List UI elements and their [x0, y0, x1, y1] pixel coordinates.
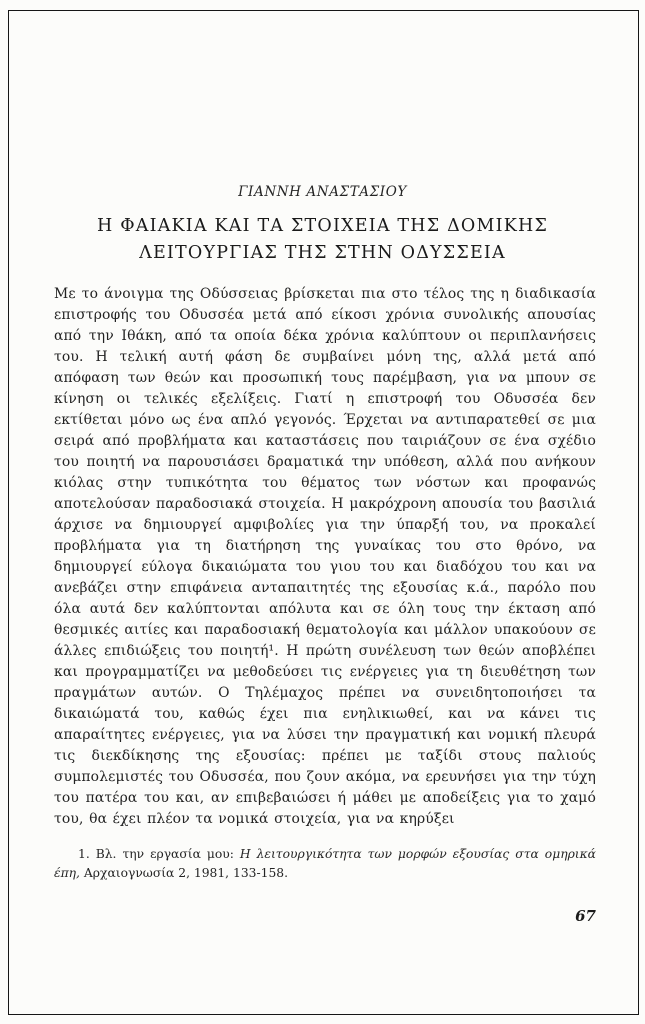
footnote-prefix: 1. Βλ. την εργασία μου:	[78, 847, 240, 861]
footnote	[54, 845, 596, 883]
article-title	[36, 213, 609, 267]
page-number: 67	[575, 907, 596, 925]
author-line: ΓΙΑΝΝΗ ΑΝΑΣΤΑΣΙΟΥ	[238, 184, 407, 200]
footnote-work-title: Η λειτουργικότητα των μορφών εξουσίας στα ομηρικά έπη,	[54, 847, 596, 880]
footnote-reference: Αρχαιογνωσία 2, 1981, 133-158.	[79, 866, 289, 880]
article-title-line2: ΛΕΙΤΟΥΡΓΙΑΣ ΤΗΣ ΣΤΗΝ ΟΔΥΣΣΕΙΑ	[139, 243, 506, 263]
body-paragraph: Με το άνοιγμα της Οδύσσειας βρίσκεται πια στο τέλος της η διαδικασία επιστροφής του Οδυσσέα μετά από είκοσι χρόνια συνολικής απουσίας από την Ιθάκη, από τα οποία δέκα χρόνια καλύπτουν οι περιπλανήσεις του. Η τελική αυτή φάση δε συμβαίνει μόνη της, αλλά μετά από απόφαση των θεών και προσωπική τους παρέμβαση, για να μπουν σε κίνηση οι τελικές εξελίξεις. Γιατί η επιστροφή του Οδυσσέα δεν εκτίθεται μόνο ως ένα απλό γεγονός. Έρχεται να αντιπαρατεθεί σε μια σειρά από προβλήματα και καταστάσεις που ταιριάζουν σε ένα σχέδιο του ποιητή να παρουσιάσει δραματικά την υπόθεση, αλλά που ανήκουν κιόλας στην τυπικότητα του θέματος των νόστων και προφανώς αποτελούσαν παραδοσιακά στοιχεία. Η μακρόχρονη απουσία του βασιλιά άρχισε να δημιουργεί αμφιβολίες για την ύπαρξή του, να προκαλεί προβλήματα για τη διατήρηση της γυναίκας του στο θρόνο, να δημιουργεί εύλογα δικαιώματα του γιου του και διαδόχου του και να ανεβάζει στην επιφάνεια ανταπαιτητές της εξουσίας κ.ά., παρόλο που όλα αυτά δεν καλύπτονται απόλυτα και σε όλη τους την έκταση από θεσμικές αιτίες και παραδοσιακή θεματολογία και μάλλον υπακούουν σε άλλες επιδιώξεις του ποιητή¹. Η πρώτη συνέλευση των θεών αποβλέπει και προγραμματίζει να μεθοδεύσει τις ενέργειες για τη διευθέτηση των πραγμάτων αυτών. Ο Τηλέμαχος πρέπει να συνειδητοποιήσει τα δικαιώματά του, καθώς έχει πια ενηλικιωθεί, και να κάνει τις απαραίτητες ενέργειες, για να λύσει την πραγματική και νομική πλευρά τις διεκδίκησης της εξουσίας: πρέπει με ταξίδι στους παλιούς συμπολεμιστές του Οδυσσέα, που ζουν ακόμα, να ερευνήσει για την τύχη του πατέρα του και, αν επιβεβαιώσει ή μάθει με αποδείξεις για το χαμό του, θα έχει πλέον τα νομικά στοιχεία, για να κηρύξει	[54, 286, 596, 827]
article-title-line1: Η ΦΑΙΑΚΙΑ ΚΑΙ ΤΑ ΣΤΟΙΧΕΙΑ ΤΗΣ ΔΟΜΙΚΗΣ	[96, 216, 549, 236]
